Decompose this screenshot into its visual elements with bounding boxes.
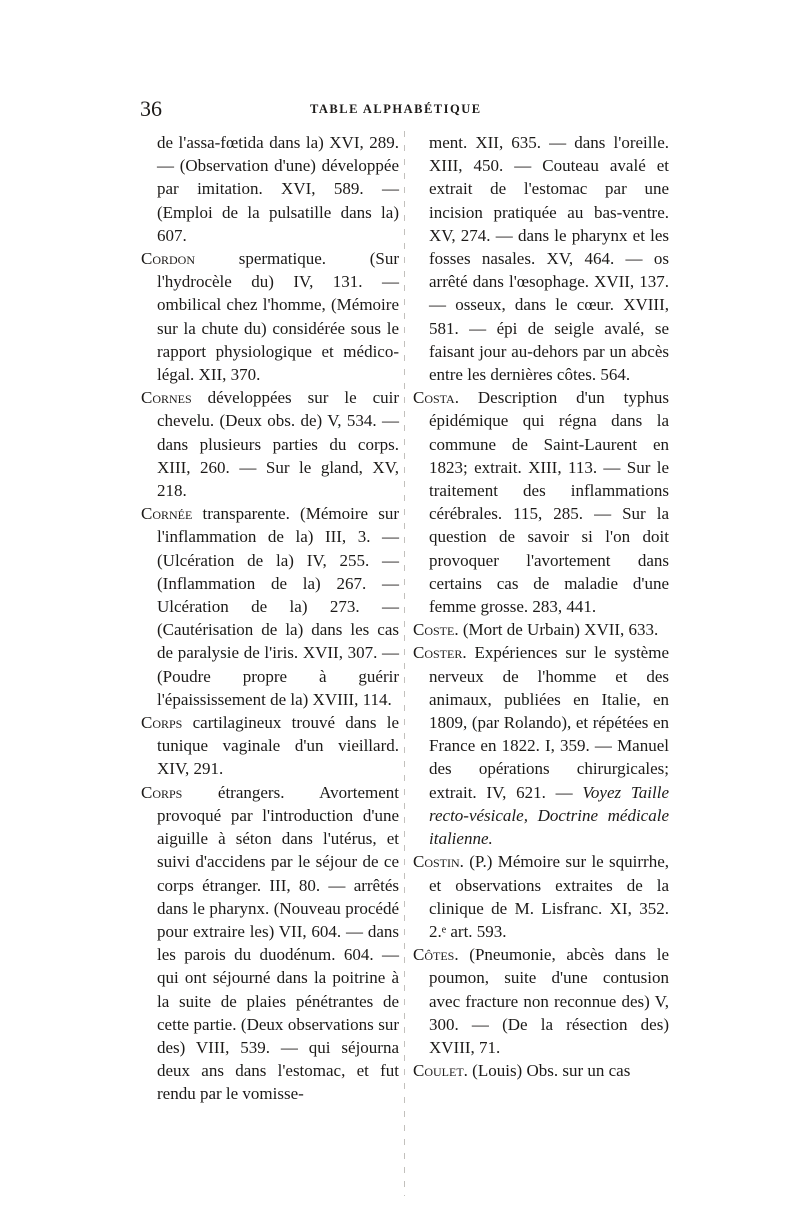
- index-entry: [141, 386, 399, 502]
- entry-text: étrangers. Avortement provoqué par l'introduction d'une aiguille à séton dans l'utérus, et suivi d'accidens par le séjour de ce corps étranger. III, 80. — arrêtés dans le pharynx. (Nouveau procédé pour extraire les) VII, 604. — dans les parois du duodénum. 604. — qui ont séjourné dans la poitrine à la suite de plaies pénétrantes de cette partie. (Deux observations sur des) VIII, 539. — qui séjourna deux ans dans l'estomac, et fut rendu par le vomisse-: [157, 782, 399, 1104]
- entry-text: (Mort de Urbain) XVII, 633.: [458, 620, 659, 640]
- index-entry: [141, 502, 399, 711]
- page-header: [140, 96, 540, 126]
- entry-text: Description d'un typhus épidémique qui régna dans la commune de Saint-Laurent en 1823; extrait. XIII, 113. — Sur le traitement des inflammations cérébrales. 115, 285. — Sur la question de savoir si l'on doit provoquer l'avortement dans certains cas de maladie d'une femme grosse. 283, 441.: [429, 388, 669, 617]
- entry-text: ment. XII, 635. — dans l'oreille. XIII, 450. — Couteau avalé et extrait de l'estomac par une incision pratiquée au bas-ventre. XV, 274. — dans le pharynx et les fosses nasales. XV, 464. — os arrêté dans l'œsophage. XVII, 137. — osseux, dans le cœur. XVIII, 581. — épi de seigle avalé, se faisant jour au-dehors par un abcès entre les dernières côtes. 564.: [429, 133, 669, 385]
- entry-headword: Costin.: [413, 852, 464, 872]
- entry-headword: Costa.: [413, 388, 459, 408]
- index-entry-continued: [413, 131, 669, 386]
- entry-text: de l'assa-fœtida dans la) XVI, 289. — (Observation d'une) développée par imitation. XVI, 589. — (Emploi de la pulsatille dans la) 607.: [157, 133, 399, 245]
- entry-text: (Pneumonie, abcès dans le poumon, suite d'une contusion avec fracture non reconnue des) V, 300. — (De la résection des) XVIII, 71.: [429, 945, 669, 1057]
- entry-headword: Corps: [141, 713, 183, 733]
- column-divider: [404, 131, 405, 1196]
- index-entry-continued: [141, 131, 399, 247]
- right-column: [413, 131, 669, 1082]
- page-number: 36: [140, 96, 162, 121]
- index-entry: [141, 247, 399, 386]
- index-entry: [141, 781, 399, 1106]
- entry-text: Expériences sur le système nerveux de l'homme et des animaux, publiées en Italie, en 1809, (par Rolando), et répétées en France en 1822. I, 359. — Manuel des opérations chirurgicales; extrait. IV, 621. —: [429, 643, 669, 802]
- entry-headword: Cornée: [141, 504, 193, 524]
- running-title: TABLE ALPHABÉTIQUE: [310, 102, 482, 116]
- entry-headword: Coulet.: [413, 1061, 468, 1081]
- entry-text: (Louis) Obs. sur un cas: [467, 1061, 631, 1081]
- index-entry: [141, 711, 399, 781]
- entry-headword: Corps: [141, 782, 183, 802]
- entry-text: spermatique. (Sur l'hydrocèle du) IV, 131. — ombilical chez l'homme, (Mémoire sur la chute du) considérée sous le rapport physiologique et médico-légal. XII, 370.: [157, 249, 399, 385]
- index-entry: [413, 641, 669, 850]
- index-entry: [413, 943, 669, 1059]
- index-entry: [413, 1059, 669, 1082]
- index-entry: [413, 850, 669, 943]
- entry-text: cartilagineux trouvé dans le tunique vaginale d'un vieillard. XIV, 291.: [157, 713, 399, 779]
- entry-headword: Coster.: [413, 643, 467, 663]
- index-entry: [413, 386, 669, 618]
- entry-text: (P.) Mémoire sur le squirrhe, et observations extraites de la clinique de M. Lisfranc. XI, 352. 2.ᵉ art. 593.: [429, 852, 669, 941]
- entry-cross-reference: Voyez Taille recto-vésicale, Doctrine médicale italienne.: [429, 782, 669, 849]
- index-entry: [413, 618, 669, 641]
- entry-text: transparente. (Mémoire sur l'inflammation de la) III, 3. — (Ulcération de la) IV, 255. — (Inflammation de la) 267. — Ulcération de la) 273. — (Cautérisation de la) dans les cas de paralysie de l'iris. XVII, 307. — (Poudre propre à guérir l'épaississement de la) XVIII, 114.: [157, 504, 399, 709]
- left-column: [141, 131, 399, 1106]
- entry-headword: Cornes: [141, 388, 192, 408]
- entry-headword: Cordon: [141, 249, 196, 269]
- entry-text: développées sur le cuir chevelu. (Deux obs. de) V, 534. — dans plusieurs parties du corps. XIII, 260. — Sur le gland, XV, 218.: [157, 388, 399, 501]
- entry-headword: Coste.: [413, 620, 459, 640]
- entry-headword: Côtes.: [413, 945, 459, 965]
